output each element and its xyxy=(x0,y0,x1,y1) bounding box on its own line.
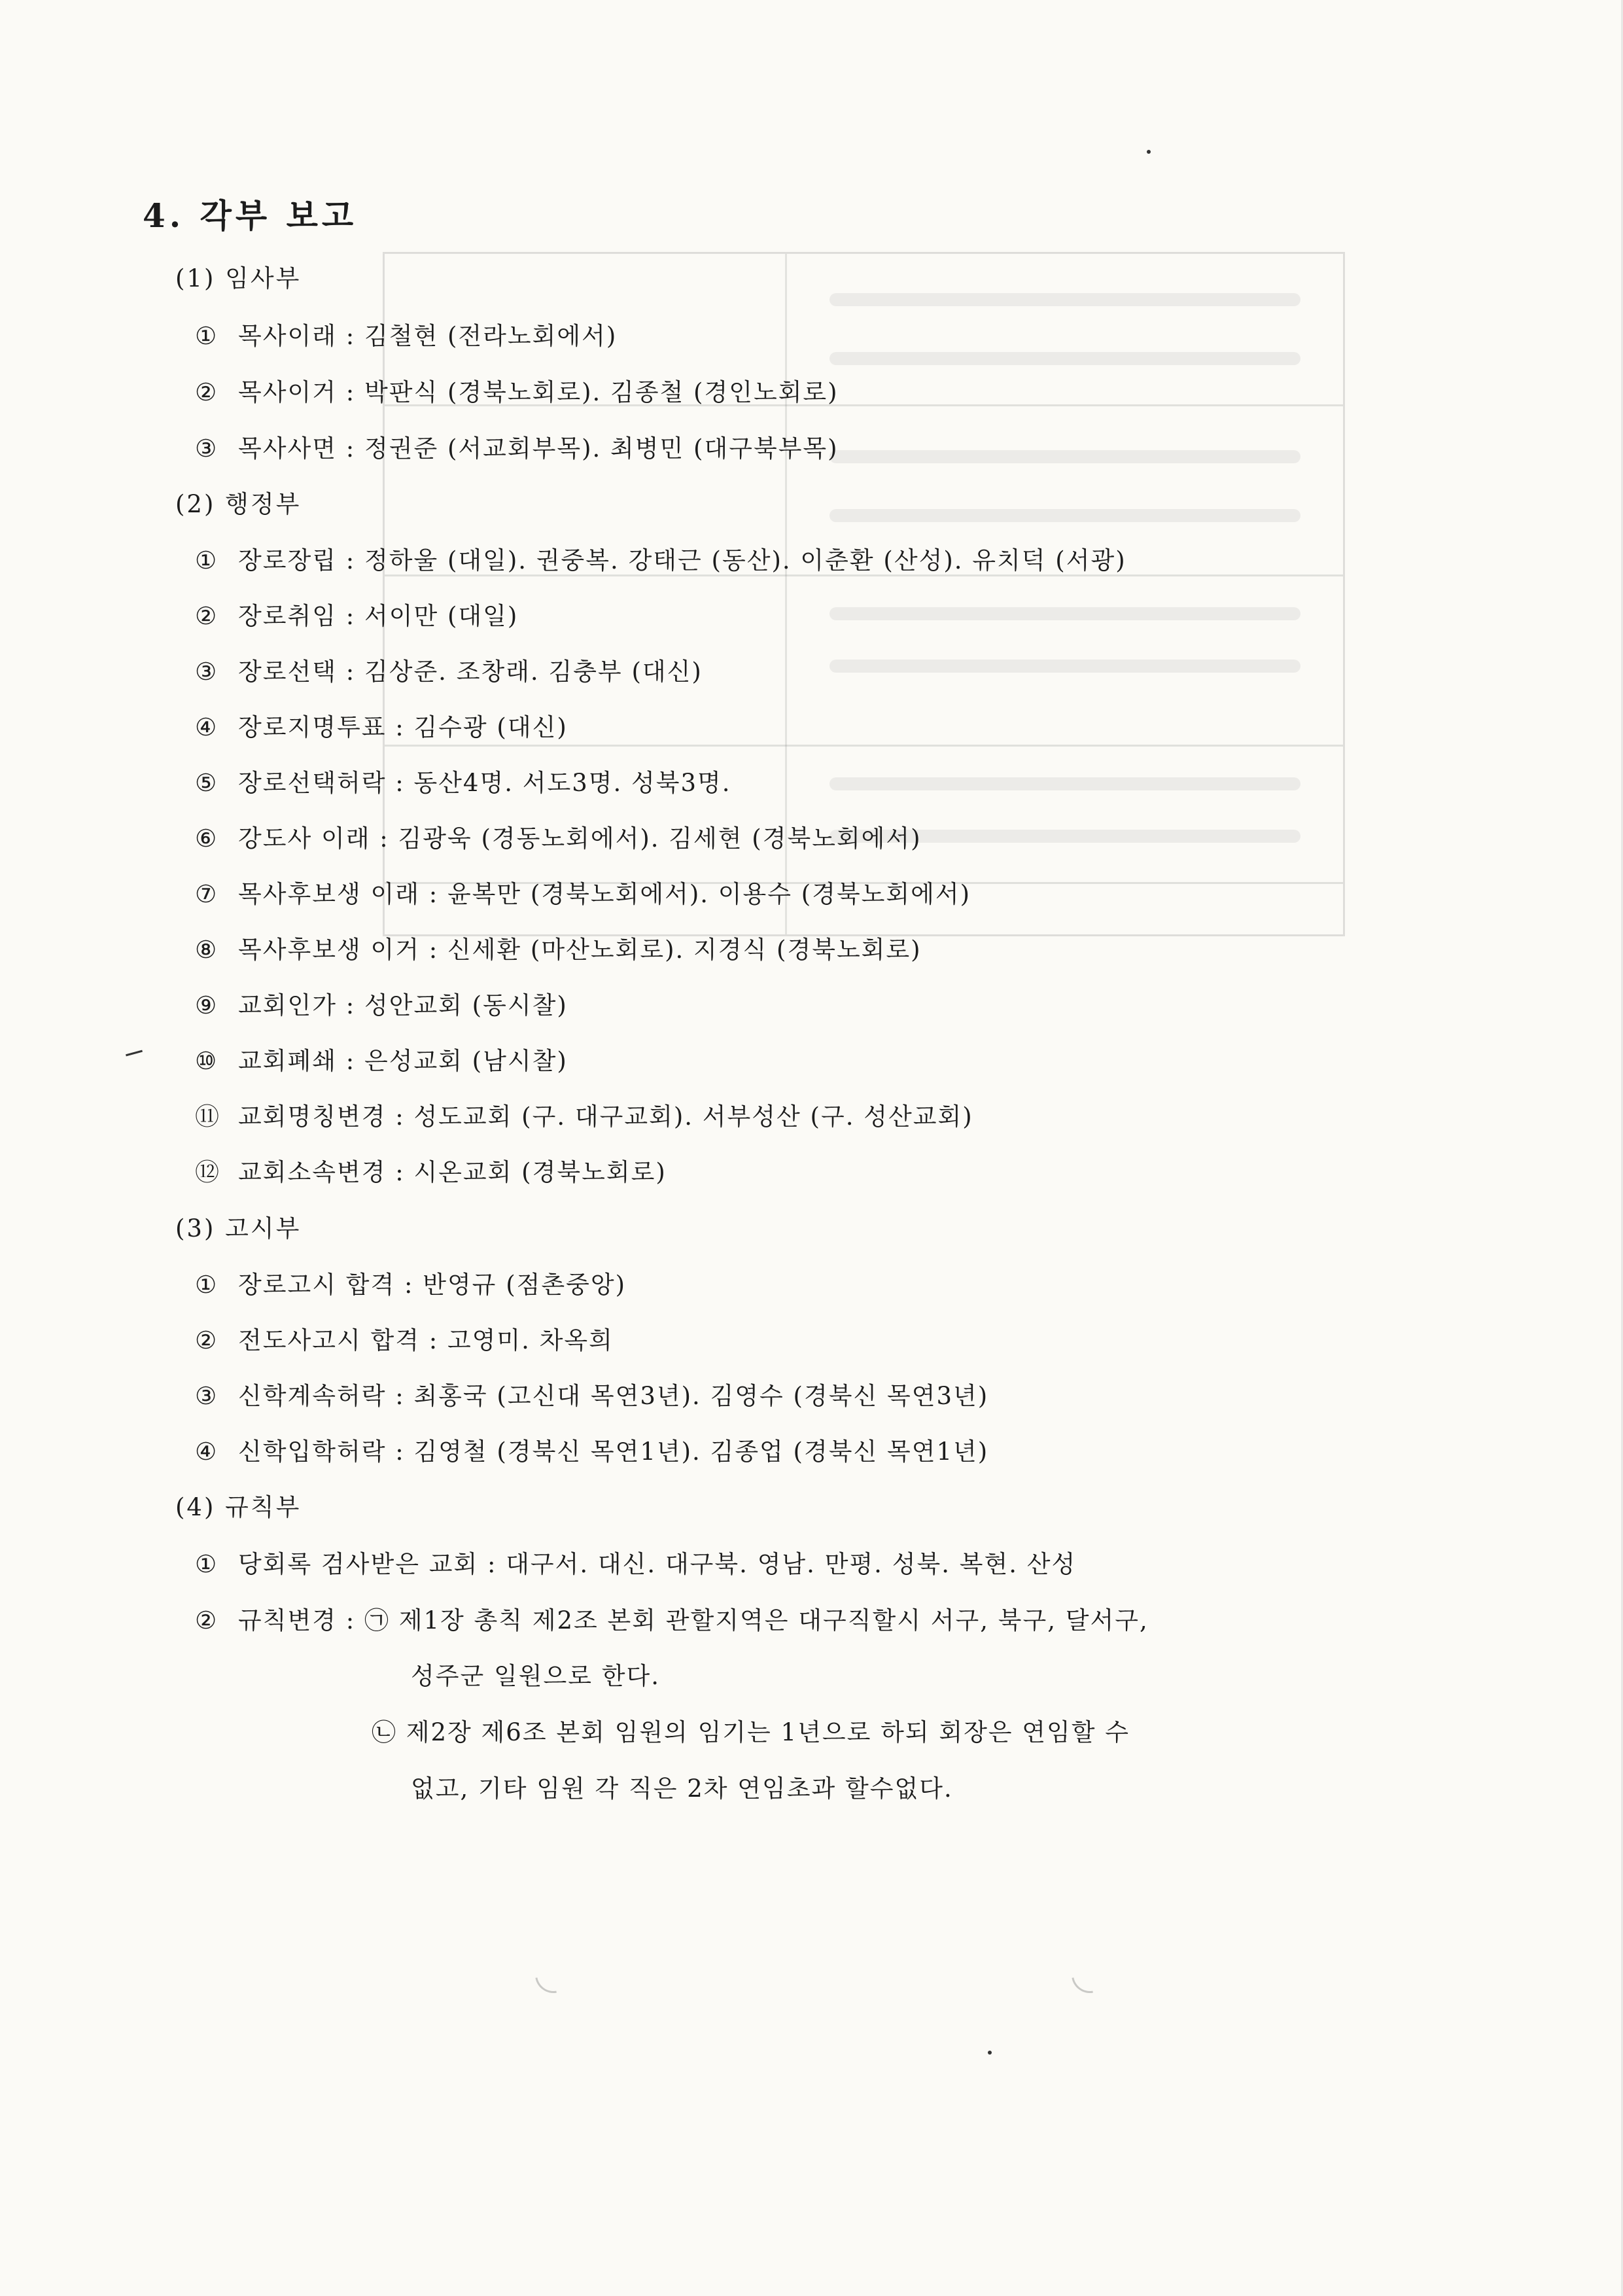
item-text: 강도사 이래 : 김광욱 (경동노회에서). 김세현 (경북노회에서) xyxy=(238,824,922,853)
item-number: ⑪ xyxy=(195,1103,220,1131)
list-item xyxy=(195,429,839,464)
list-item-continuation: 성주군 일원으로 한다. xyxy=(411,1662,660,1690)
list-item xyxy=(195,652,703,687)
list-item xyxy=(195,1600,1149,1636)
list-item xyxy=(195,1097,973,1132)
item-text: 교회소속변경 : 시온교회 (경북노회로) xyxy=(238,1158,667,1186)
list-item xyxy=(195,819,922,854)
item-number: ② xyxy=(195,1326,218,1354)
item-text: 장로지명투표 : 김수광 (대신) xyxy=(238,713,568,741)
section-heading: (1) 임사부 xyxy=(175,264,302,292)
item-text: 전도사고시 합격 : 고영미. 차옥희 xyxy=(238,1326,614,1354)
item-text: 신학계속허락 : 최홍국 (고신대 목연3년). 김영수 (경북신 목연3년) xyxy=(238,1382,989,1410)
item-number: ① xyxy=(195,322,218,350)
list-item xyxy=(195,540,1126,576)
item-text: 규칙변경 : ㉠ 제1장 총칙 제2조 본회 관할지역은 대구직할시 서구, 북구, 달서구, xyxy=(238,1606,1149,1634)
section-heading: (2) 행정부 xyxy=(175,490,302,518)
list-item xyxy=(195,874,971,910)
list-item xyxy=(195,1320,614,1356)
item-text: 장로선택 : 김상준. 조창래. 김충부 (대신) xyxy=(238,658,703,686)
item-text: 목사후보생 이거 : 신세환 (마산노회로). 지경식 (경북노회로) xyxy=(238,936,922,964)
scan-dot xyxy=(1147,150,1151,154)
item-number: ② xyxy=(195,378,218,406)
item-text: 목사이거 : 박판식 (경북노회로). 김종철 (경인노회로) xyxy=(238,378,839,406)
item-number: ① xyxy=(195,1271,218,1299)
item-number: ④ xyxy=(195,713,218,741)
item-text: 신학입학허락 : 김영철 (경북신 목연1년). 김종업 (경북신 목연1년) xyxy=(238,1438,989,1466)
list-item xyxy=(195,596,518,631)
item-number: ⑤ xyxy=(195,769,218,797)
list-item-continuation: 없고, 기타 임원 각 직은 2차 연임초과 할수없다. xyxy=(411,1775,953,1803)
item-text: 장로장립 : 정하울 (대일). 권중복. 강태근 (동산). 이춘환 (산성). 유치덕 (서광) xyxy=(238,546,1126,574)
item-number: ⑩ xyxy=(195,1047,218,1075)
item-number: ③ xyxy=(195,1382,218,1410)
item-text: 교회폐쇄 : 은성교회 (남시찰) xyxy=(238,1047,568,1075)
item-number: ⑨ xyxy=(195,991,218,1019)
list-item xyxy=(195,985,568,1021)
scan-dot xyxy=(988,2051,992,2055)
list-item xyxy=(195,372,839,408)
item-number: ⑦ xyxy=(195,880,218,908)
item-number: ② xyxy=(195,1606,218,1634)
item-text: 당회록 검사받은 교회 : 대구서. 대신. 대구북. 영남. 만평. 성북. 복현. 산성 xyxy=(238,1550,1077,1578)
item-number: ① xyxy=(195,546,218,574)
item-number: ③ xyxy=(195,434,218,463)
punch-hole xyxy=(528,1949,579,2000)
punch-hole xyxy=(1064,1949,1115,2000)
list-item xyxy=(195,707,568,743)
list-item xyxy=(195,1152,667,1188)
list-item xyxy=(195,1265,626,1300)
list-item xyxy=(195,763,731,798)
item-text: 장로취임 : 서이만 (대일) xyxy=(238,602,519,630)
item-number: ④ xyxy=(195,1438,218,1466)
item-number: ① xyxy=(195,1550,218,1578)
item-text: 장로고시 합격 : 반영규 (점촌중앙) xyxy=(238,1271,627,1299)
list-item xyxy=(195,1432,988,1467)
item-number: ③ xyxy=(195,658,218,686)
item-text: 교회명칭변경 : 성도교회 (구. 대구교회). 서부성산 (구. 성산교회) xyxy=(238,1103,973,1131)
list-item xyxy=(195,1544,1076,1580)
item-number: ⑫ xyxy=(195,1158,220,1186)
item-text: 목사후보생 이래 : 윤복만 (경북노회에서). 이용수 (경북노회에서) xyxy=(238,880,971,908)
list-item xyxy=(195,1041,568,1076)
item-text: 목사이래 : 김철현 (전라노회에서) xyxy=(238,322,618,350)
list-item xyxy=(195,316,617,351)
item-text: 교회인가 : 성안교회 (동시찰) xyxy=(238,991,568,1019)
item-number: ⑥ xyxy=(195,824,218,853)
item-number: ⑧ xyxy=(195,936,218,964)
list-item xyxy=(195,1376,988,1411)
scan-mark xyxy=(126,1050,143,1057)
section-heading: (3) 고시부 xyxy=(175,1214,302,1243)
item-text: 장로선택허락 : 동산4명. 서도3명. 성북3명. xyxy=(238,769,731,797)
list-item-continuation: ㉡ 제2장 제6조 본회 임원의 임기는 1년으로 하되 회장은 연임할 수 xyxy=(372,1718,1130,1746)
section-heading: (4) 규칙부 xyxy=(175,1493,302,1521)
item-text: 목사사면 : 정권준 (서교회부목). 최병민 (대구북부목) xyxy=(238,434,839,463)
item-number: ② xyxy=(195,602,218,630)
page-title: 4. 각부 보고 xyxy=(143,196,358,235)
list-item xyxy=(195,930,922,965)
